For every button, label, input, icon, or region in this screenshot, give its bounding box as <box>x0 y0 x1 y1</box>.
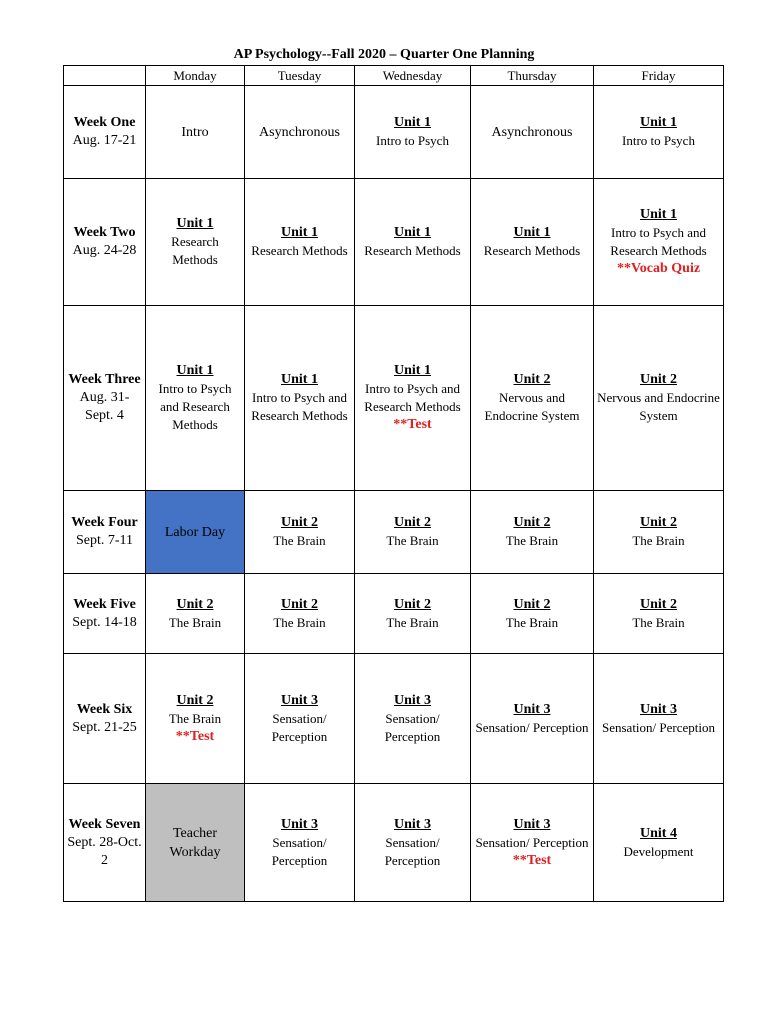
week-name: Week One <box>73 115 136 130</box>
day-header: Wednesday <box>355 66 471 86</box>
day-cell <box>594 86 724 179</box>
header-row <box>64 66 724 86</box>
unit-label: Unit 1 <box>281 372 318 387</box>
week-dates: Sept. 14-18 <box>72 614 137 630</box>
topic-text: Sensation/ Perception <box>271 834 328 868</box>
day-cell <box>355 306 471 491</box>
day-cell <box>594 491 724 574</box>
unit-label: Unit 2 <box>640 596 677 612</box>
week-name: Week Five <box>73 596 136 612</box>
unit-label: Unit 2 <box>513 515 551 530</box>
day-cell <box>245 179 355 306</box>
topic-text: The Brain <box>505 533 559 548</box>
week-row <box>64 654 724 784</box>
topic-text: Sensation/ Perception <box>384 834 441 868</box>
week-row <box>64 179 724 306</box>
unit-label: Unit 2 <box>176 596 214 612</box>
unit-label: Unit 2 <box>394 515 431 530</box>
unit-label: Unit 4 <box>640 825 677 841</box>
topic-text: Sensation/ Perception <box>475 834 589 850</box>
unit-label: Unit 2 <box>513 372 551 387</box>
topic-text: Nervous and Endocrine System <box>484 390 580 423</box>
topic-text: The Brain <box>168 710 222 726</box>
unit-label: Unit 1 <box>176 363 214 378</box>
cell-text: Asynchronous <box>259 124 340 140</box>
topic-text: Intro to Psych <box>376 133 449 148</box>
day-cell <box>471 179 594 306</box>
topic-text: Intro to Psych and Research Methods <box>251 390 348 423</box>
week-label-cell <box>64 574 146 654</box>
day-cell <box>146 491 245 574</box>
week-label-cell <box>64 784 146 902</box>
day-cell <box>245 784 355 902</box>
unit-label: Unit 3 <box>394 692 431 708</box>
week-dates: Sept. 28-Oct. 2 <box>67 834 142 868</box>
day-header: Friday <box>594 66 724 86</box>
topic-text: The Brain <box>386 533 439 548</box>
day-cell <box>594 306 724 491</box>
topic-text: Development <box>623 843 694 859</box>
topic-text: The Brain <box>632 533 685 548</box>
day-cell <box>594 179 724 306</box>
unit-label: Unit 1 <box>513 225 551 240</box>
topic-text: Research Methods <box>251 243 348 258</box>
topic-text: Intro to Psych <box>622 133 695 148</box>
topic-text: Intro to Psych and Research Methods <box>364 381 461 414</box>
day-cell <box>146 784 245 902</box>
unit-label: Unit 2 <box>640 515 677 530</box>
unit-label: Unit 3 <box>281 692 318 708</box>
day-header: Tuesday <box>245 66 355 86</box>
week-label-cell <box>64 179 146 306</box>
day-cell <box>471 306 594 491</box>
day-cell <box>355 491 471 574</box>
topic-text: The Brain <box>505 614 559 630</box>
unit-label: Unit 2 <box>513 596 551 612</box>
week-label-cell <box>64 86 146 179</box>
week-dates: Aug. 17-21 <box>72 133 137 148</box>
week-row <box>64 491 724 574</box>
cell-text: Intro <box>181 124 209 140</box>
week-row <box>64 86 724 179</box>
week-row <box>64 306 724 491</box>
week-name: Week Four <box>71 515 138 530</box>
unit-label: Unit 2 <box>281 515 318 530</box>
topic-text: Sensation/ Perception <box>601 719 715 735</box>
topic-text: Research Methods <box>171 234 219 267</box>
day-cell <box>355 179 471 306</box>
day-cell <box>355 574 471 654</box>
day-cell <box>471 86 594 179</box>
unit-label: Unit 3 <box>394 816 431 832</box>
topic-text: Intro to Psych and Research Methods <box>610 225 707 258</box>
page-title: AP Psychology--Fall 2020 – Quarter One Planning <box>233 47 535 62</box>
topic-text: Nervous and Endocrine System <box>597 390 720 423</box>
day-cell <box>146 574 245 654</box>
day-header: Monday <box>146 66 245 86</box>
week-name: Week Six <box>76 701 133 717</box>
day-cell <box>471 784 594 902</box>
day-cell <box>245 574 355 654</box>
week-row <box>64 784 724 902</box>
topic-text: Research Methods <box>483 243 581 258</box>
day-cell <box>146 86 245 179</box>
day-cell <box>471 491 594 574</box>
week-row <box>64 574 724 654</box>
topic-text: Sensation/ Perception <box>475 719 589 735</box>
week-name: Week Three <box>68 372 141 387</box>
day-cell <box>355 784 471 902</box>
day-cell <box>245 491 355 574</box>
unit-label: Unit 1 <box>394 363 431 378</box>
cell-text: Asynchronous <box>491 124 573 140</box>
planning-body <box>64 86 724 902</box>
unit-label: Unit 3 <box>640 701 677 717</box>
day-cell <box>146 306 245 491</box>
assessment-alert: **Test <box>512 852 552 868</box>
day-cell <box>245 654 355 784</box>
assessment-alert: **Test <box>175 728 215 744</box>
topic-text: Sensation/ Perception <box>384 710 441 744</box>
unit-label: Unit 1 <box>176 216 214 231</box>
week-label-cell <box>64 306 146 491</box>
day-cell <box>471 574 594 654</box>
topic-text: The Brain <box>273 533 326 548</box>
week-label-cell <box>64 654 146 784</box>
topic-text: The Brain <box>273 614 326 630</box>
day-cell <box>245 306 355 491</box>
week-dates: Sept. 21-25 <box>72 719 137 735</box>
week-name: Week Seven <box>68 816 141 832</box>
topic-text: The Brain <box>168 614 222 630</box>
cell-text: Teacher Workday <box>169 825 221 860</box>
week-dates: Aug. 31-Sept. 4 <box>79 390 130 423</box>
day-cell <box>146 654 245 784</box>
unit-label: Unit 2 <box>640 372 677 387</box>
week-dates: Sept. 7-11 <box>75 533 134 548</box>
unit-label: Unit 1 <box>394 225 431 240</box>
topic-text: The Brain <box>386 614 439 630</box>
day-cell <box>594 574 724 654</box>
unit-label: Unit 1 <box>281 225 318 240</box>
unit-label: Unit 1 <box>394 115 431 130</box>
day-cell <box>355 654 471 784</box>
header-corner <box>64 66 146 86</box>
topic-text: Sensation/ Perception <box>271 710 328 744</box>
day-cell <box>355 86 471 179</box>
day-cell <box>146 179 245 306</box>
day-cell <box>594 654 724 784</box>
day-cell <box>471 654 594 784</box>
week-name: Week Two <box>73 225 136 240</box>
unit-label: Unit 2 <box>281 596 318 612</box>
unit-label: Unit 2 <box>176 692 214 708</box>
cell-text: Labor Day <box>164 524 226 540</box>
assessment-alert: **Test <box>393 417 432 432</box>
week-dates: Aug. 24-28 <box>72 243 137 258</box>
topic-text: Intro to Psych and Research Methods <box>158 381 232 432</box>
unit-label: Unit 2 <box>394 596 431 612</box>
assessment-alert: **Vocab Quiz <box>616 261 701 276</box>
unit-label: Unit 3 <box>513 816 551 832</box>
day-cell <box>594 784 724 902</box>
unit-label: Unit 1 <box>640 207 677 222</box>
planning-table <box>63 65 724 902</box>
day-header: Thursday <box>471 66 594 86</box>
day-cell <box>245 86 355 179</box>
unit-label: Unit 3 <box>513 701 551 717</box>
topic-text: Research Methods <box>364 243 461 258</box>
week-label-cell <box>64 491 146 574</box>
unit-label: Unit 1 <box>640 115 677 130</box>
unit-label: Unit 3 <box>281 816 318 832</box>
topic-text: The Brain <box>632 614 685 630</box>
